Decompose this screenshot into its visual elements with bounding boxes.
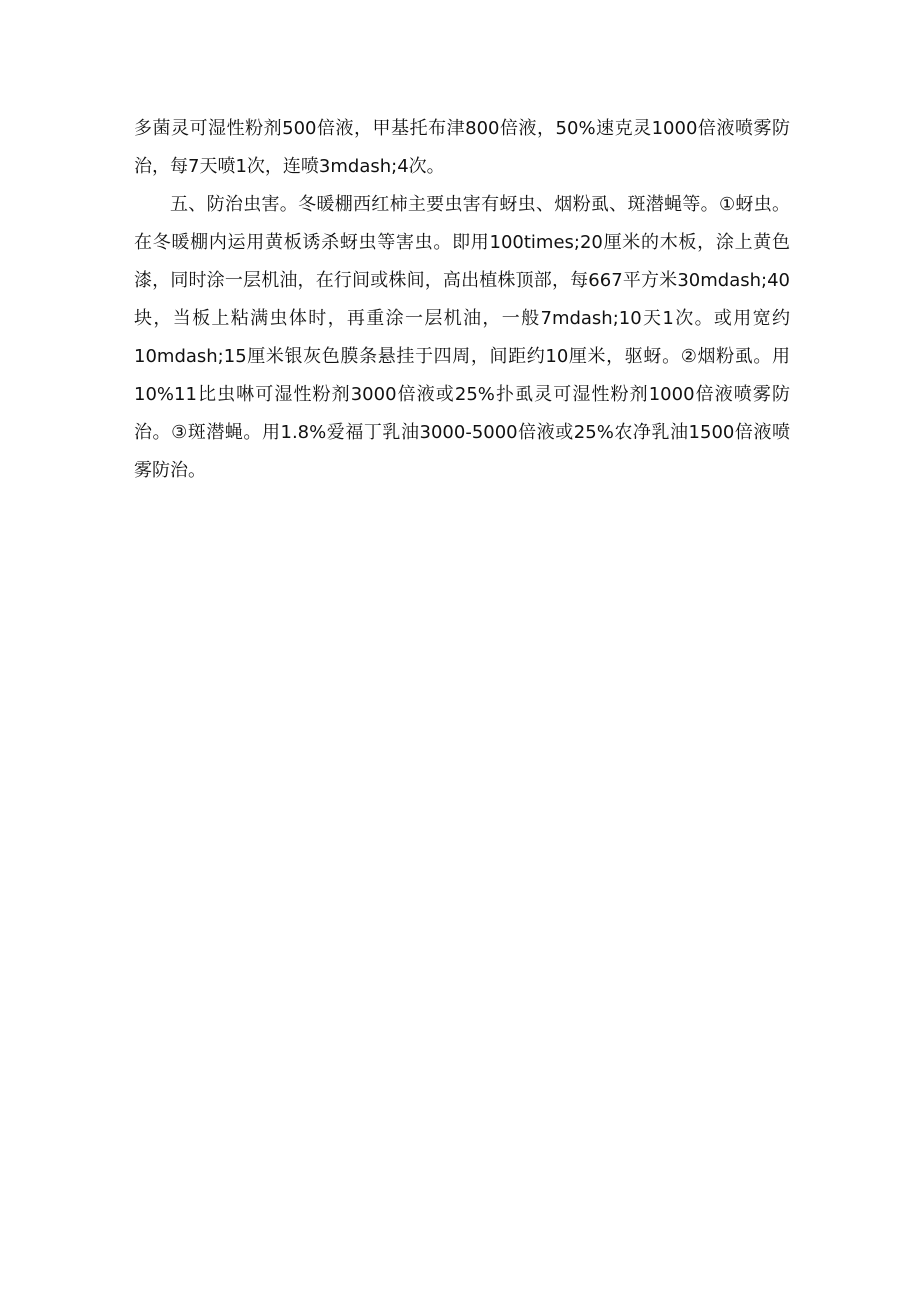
document-body [134, 110, 790, 490]
paragraph-continuation: 多菌灵可湿性粉剂500倍液，甲基托布津800倍液，50%速克灵1000倍液喷雾防治，每7天喷1次，连喷3mdash;4次。 [134, 118, 790, 177]
paragraph-pest-control: 五、防治虫害。冬暖棚西红柿主要虫害有蚜虫、烟粉虱、斑潜蝇等。①蚜虫。在冬暖棚内运用黄板诱杀蚜虫等害虫。即用100times;20厘米的木板，涂上黄色漆，同时涂一层机油，在行间或株间，高出植株顶部，每667平方米30mdash;40块，当板上粘满虫体时，再重涂一层机油，一般7mdash;10天1次。或用宽约10mdash;15厘米银灰色膜条悬挂于四周，间距约10厘米，驱蚜。②烟粉虱。用10%11比虫啉可湿性粉剂3000倍液或25%扑虱灵可湿性粉剂1000倍液喷雾防治。③斑潜蝇。用1.8%爱福丁乳油3000-5000倍液或25%农净乳油1500倍液喷雾防治。 [134, 194, 790, 481]
